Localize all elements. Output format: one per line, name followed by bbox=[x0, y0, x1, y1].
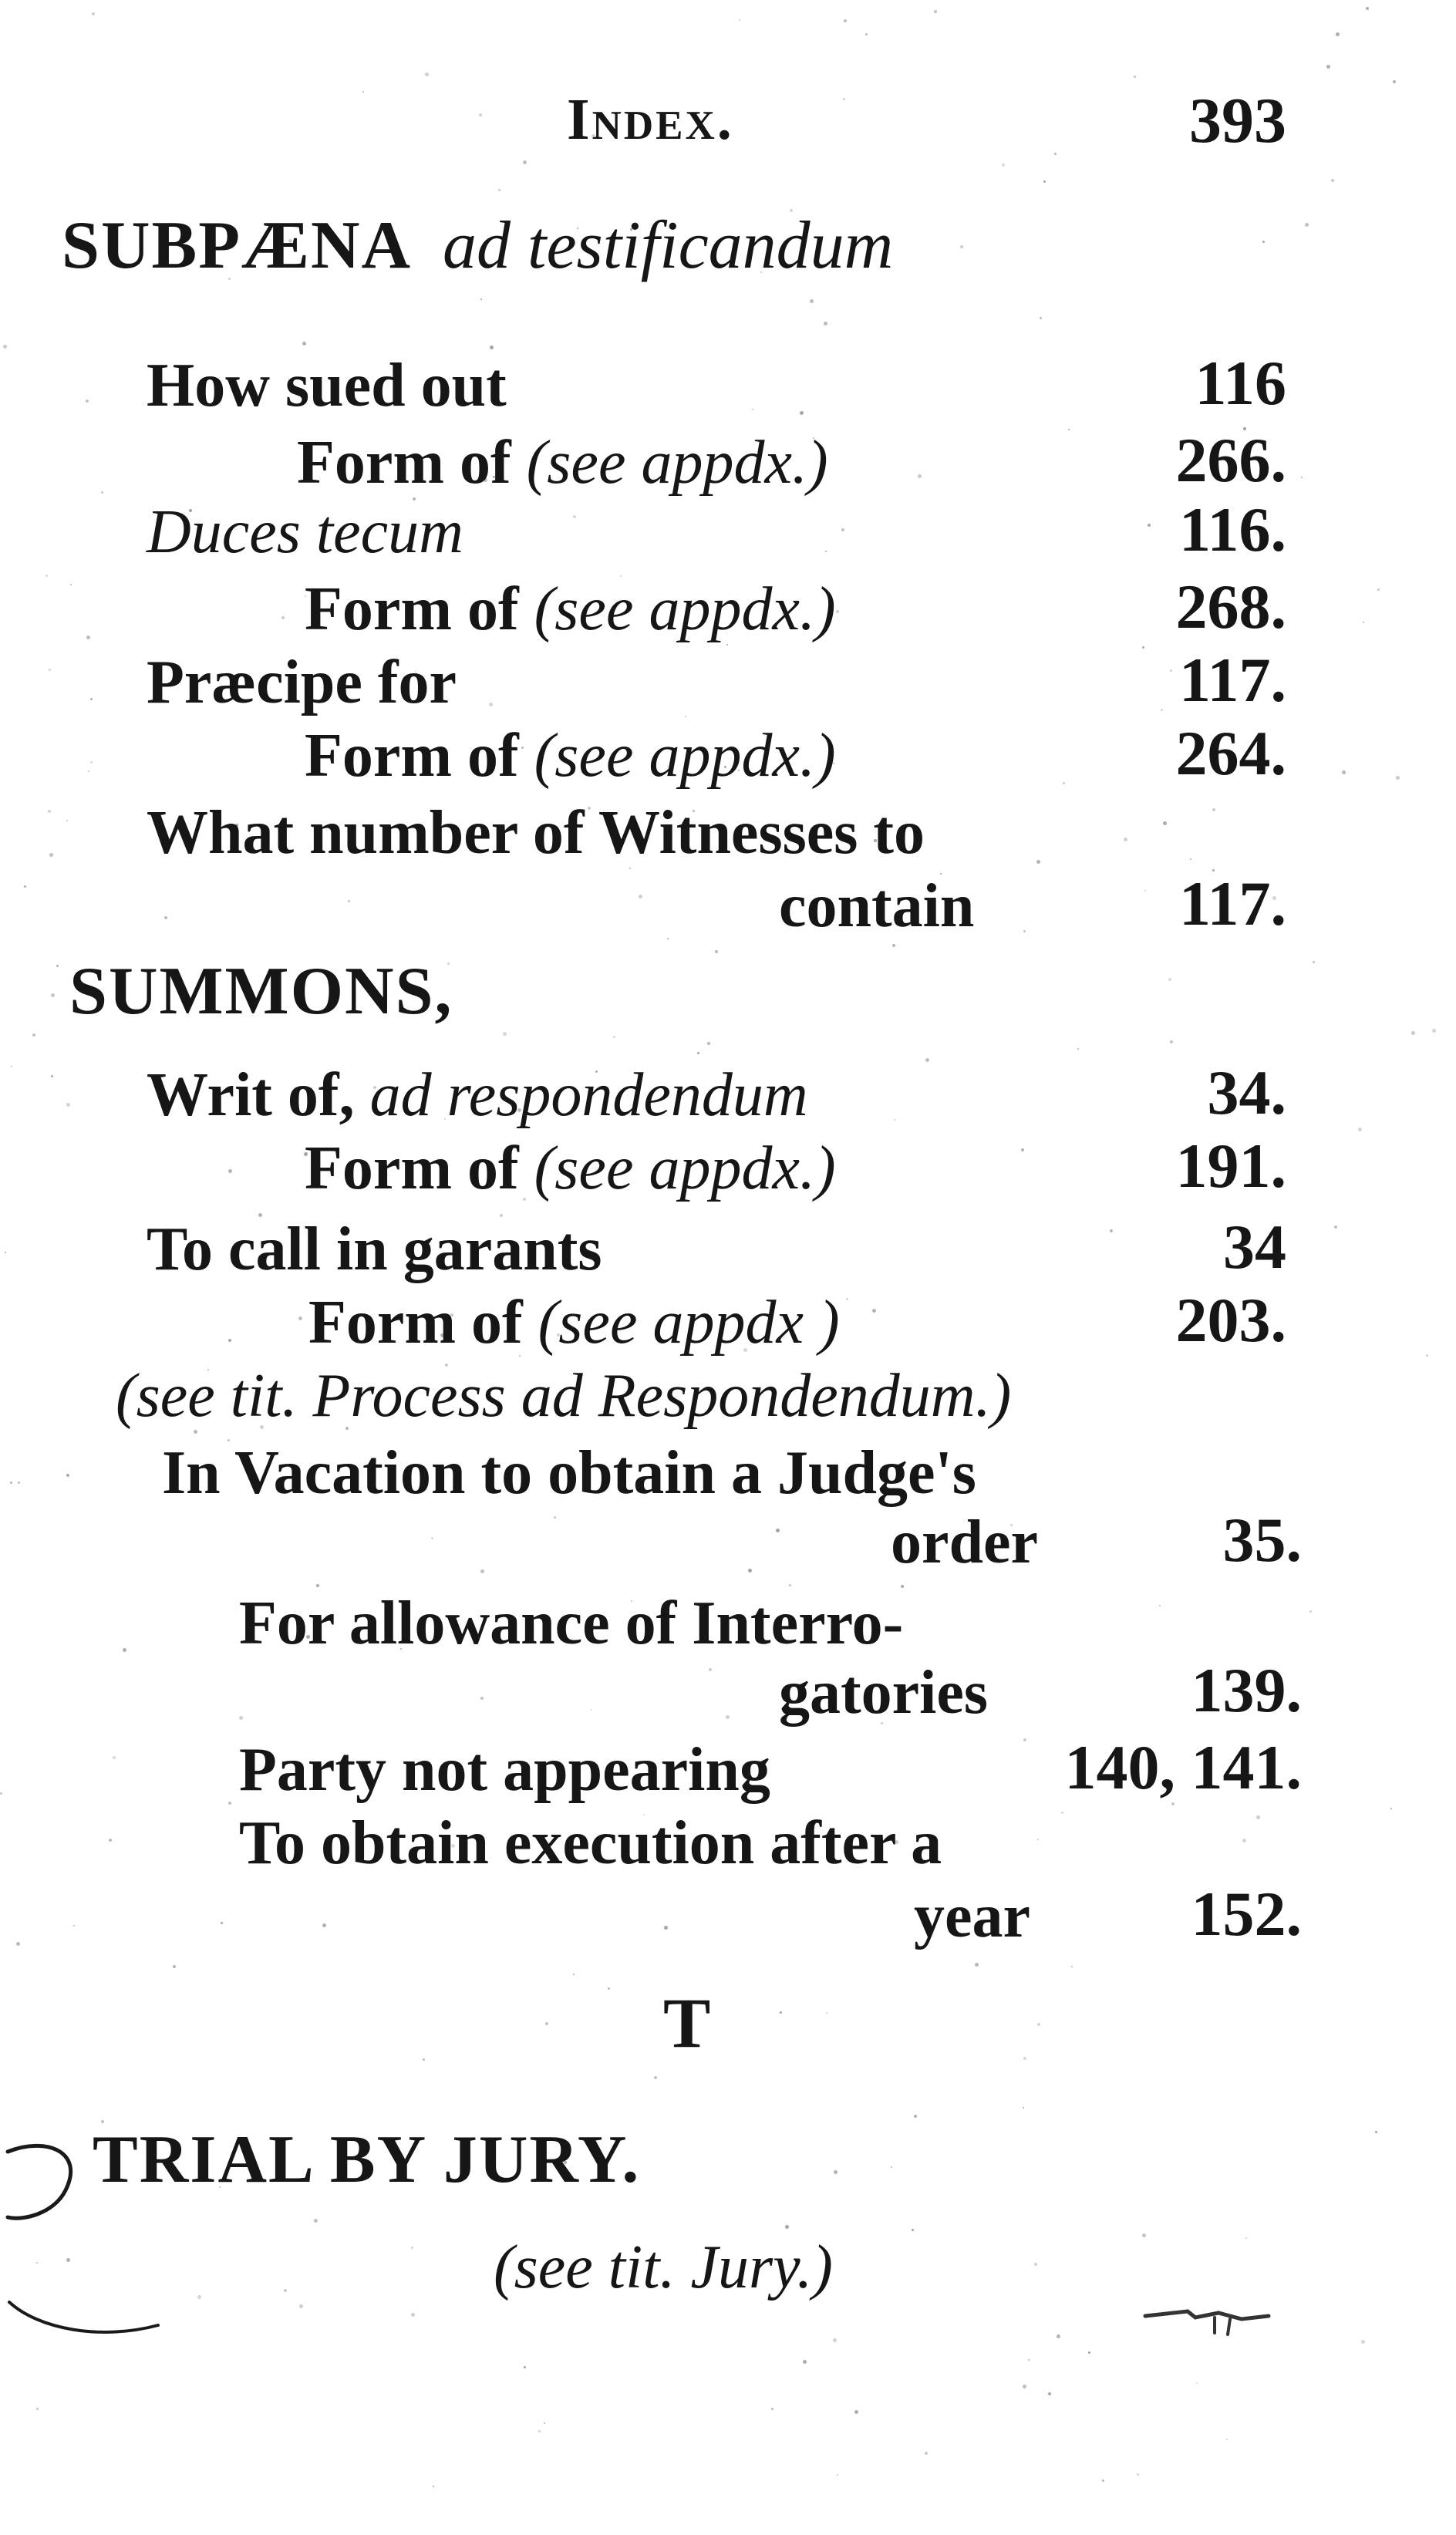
paper-speck bbox=[1190, 858, 1191, 860]
paper-speck bbox=[1301, 477, 1303, 478]
index-entry bbox=[305, 721, 836, 791]
paper-speck bbox=[425, 72, 429, 76]
paper-speck bbox=[1043, 180, 1046, 183]
paper-speck bbox=[846, 1298, 848, 1300]
paper-speck bbox=[654, 2076, 657, 2079]
paper-speck bbox=[73, 1925, 75, 1927]
paper-speck bbox=[1342, 770, 1346, 774]
paper-speck bbox=[1226, 2439, 1228, 2440]
index-entry bbox=[914, 1882, 1030, 1952]
paper-speck bbox=[86, 399, 89, 403]
index-entry bbox=[239, 1589, 903, 1659]
index-entry bbox=[308, 1288, 840, 1358]
paper-speck bbox=[1212, 808, 1215, 811]
index-entry bbox=[891, 1508, 1038, 1578]
paper-speck bbox=[523, 160, 527, 164]
paper-speck bbox=[1002, 163, 1005, 167]
index-entry bbox=[147, 351, 507, 421]
paper-speck bbox=[697, 1052, 699, 1054]
paper-speck bbox=[639, 895, 642, 898]
paper-speck bbox=[1375, 2131, 1377, 2133]
entry-reference: (see appdx.) bbox=[526, 429, 828, 497]
paper-speck bbox=[1326, 65, 1330, 69]
paper-speck bbox=[1242, 1839, 1246, 1842]
paper-speck bbox=[51, 1075, 53, 1077]
entry-page: 116. bbox=[1179, 494, 1286, 565]
paper-speck bbox=[1170, 669, 1172, 672]
paper-speck bbox=[411, 2247, 413, 2249]
paper-speck bbox=[1411, 1031, 1415, 1035]
paper-speck bbox=[934, 10, 937, 13]
entry-label: What number of Witnesses to bbox=[147, 799, 925, 867]
paper-speck bbox=[90, 698, 93, 700]
paper-speck bbox=[918, 474, 922, 478]
paper-speck bbox=[18, 1482, 20, 1484]
index-entry bbox=[239, 1809, 942, 1879]
paper-speck bbox=[573, 1974, 575, 1975]
paper-speck bbox=[5, 1252, 6, 1253]
paper-speck bbox=[865, 33, 868, 35]
paper-speck bbox=[1159, 1605, 1161, 1606]
index-entry bbox=[305, 575, 836, 645]
entry-page: 117. bbox=[1179, 868, 1286, 939]
paper-speck bbox=[503, 1032, 507, 1036]
paper-speck bbox=[894, 1119, 895, 1121]
entry-label: gatories bbox=[779, 1659, 989, 1727]
entry-reference: (see appdx.) bbox=[534, 575, 836, 643]
cross-reference: (see tit. Process ad Respondendum.) bbox=[116, 1362, 1012, 1430]
paper-speck bbox=[1396, 776, 1400, 780]
paper-speck bbox=[411, 2313, 415, 2317]
paper-speck bbox=[1048, 2392, 1051, 2395]
paper-speck bbox=[0, 1792, 2, 1795]
entry-label: Party not appearing bbox=[239, 1736, 770, 1804]
paper-speck bbox=[1196, 2382, 1198, 2384]
paper-speck bbox=[1148, 524, 1151, 527]
paper-speck bbox=[1088, 2351, 1090, 2354]
entry-page: 34 bbox=[1223, 1212, 1286, 1282]
paper-speck bbox=[1054, 153, 1057, 155]
entry-page: 116 bbox=[1195, 348, 1286, 418]
entry-label: For allowance of Interro- bbox=[239, 1589, 904, 1657]
paper-speck bbox=[1077, 1048, 1079, 1050]
paper-speck bbox=[1256, 1815, 1260, 1819]
paper-speck bbox=[1023, 2385, 1026, 2388]
paper-speck bbox=[480, 298, 482, 300]
entry-page: 268. bbox=[1175, 571, 1286, 642]
paper-speck bbox=[1366, 7, 1369, 10]
paper-speck bbox=[667, 938, 669, 939]
index-entry bbox=[147, 798, 925, 868]
entry-label: order bbox=[891, 1509, 1039, 1576]
paper-speck bbox=[164, 916, 167, 919]
paper-speck bbox=[1432, 1029, 1436, 1033]
paper-speck bbox=[837, 2474, 838, 2476]
paper-speck bbox=[109, 1839, 112, 1842]
paper-speck bbox=[1144, 890, 1146, 892]
paper-speck bbox=[433, 2486, 434, 2487]
paper-speck bbox=[715, 950, 718, 953]
index-entry bbox=[305, 1134, 836, 1204]
entry-label: To obtain execution after a bbox=[239, 1809, 942, 1877]
entry-reference: ad respondendum bbox=[369, 1061, 808, 1129]
index-entry bbox=[147, 648, 457, 718]
entry-reference: (see appdx.) bbox=[534, 1134, 836, 1202]
entry-label: Form of bbox=[305, 575, 519, 643]
paper-speck bbox=[480, 1569, 484, 1573]
paper-speck bbox=[228, 1339, 231, 1342]
cross-reference: (see tit. Jury.) bbox=[494, 2233, 833, 2301]
paper-speck bbox=[498, 189, 501, 191]
paper-speck bbox=[48, 810, 51, 813]
paper-speck bbox=[362, 91, 364, 93]
entry-page: 140, 141. bbox=[1064, 1732, 1302, 1802]
paper-speck bbox=[51, 993, 55, 997]
entry-page: 117. bbox=[1179, 645, 1286, 715]
paper-speck bbox=[776, 1529, 780, 1532]
paper-speck bbox=[709, 1668, 712, 1671]
paper-speck bbox=[11, 1066, 12, 1067]
paper-speck bbox=[3, 345, 7, 349]
index-entry bbox=[239, 1735, 770, 1805]
paper-speck bbox=[613, 1036, 615, 1038]
paper-speck bbox=[490, 346, 494, 349]
paper-speck bbox=[70, 584, 72, 585]
paper-speck bbox=[1040, 317, 1042, 319]
paper-speck bbox=[538, 2430, 541, 2432]
paper-speck bbox=[316, 1584, 319, 1587]
paper-speck bbox=[1063, 782, 1065, 784]
paper-speck bbox=[785, 2225, 789, 2229]
paper-speck bbox=[66, 1474, 69, 1477]
paper-speck bbox=[92, 12, 95, 15]
paper-speck bbox=[101, 491, 103, 494]
paper-speck bbox=[1393, 80, 1396, 83]
paper-speck bbox=[10, 1482, 12, 1484]
paper-speck bbox=[1036, 860, 1040, 864]
paper-speck bbox=[748, 1569, 752, 1573]
paper-speck bbox=[1061, 1812, 1063, 1814]
paper-speck bbox=[824, 322, 827, 325]
paper-speck bbox=[1331, 179, 1334, 182]
section-heading-text: SUBPÆNA bbox=[62, 208, 413, 283]
index-entry bbox=[147, 1060, 808, 1131]
paper-speck bbox=[298, 1316, 302, 1320]
entry-label: Form of bbox=[305, 1134, 519, 1202]
paper-speck bbox=[228, 1802, 231, 1805]
paper-speck bbox=[1028, 2359, 1030, 2361]
paper-speck bbox=[24, 885, 26, 888]
paper-speck bbox=[1245, 2237, 1247, 2239]
section-heading-text: SUMMONS, bbox=[69, 954, 453, 1029]
paper-speck bbox=[1034, 2263, 1037, 2266]
pencil-mark-icon bbox=[0, 2129, 201, 2406]
paper-speck bbox=[901, 1585, 904, 1588]
entry-reference: (see appdx ) bbox=[538, 1289, 840, 1357]
entry-label: Form of bbox=[297, 429, 511, 497]
entry-page: 203. bbox=[1175, 1285, 1286, 1355]
paper-speck bbox=[752, 409, 753, 410]
entry-label: Form of bbox=[305, 722, 519, 790]
paper-speck bbox=[32, 1033, 35, 1037]
paper-speck bbox=[1110, 1229, 1113, 1232]
paper-speck bbox=[1068, 429, 1070, 430]
paper-speck bbox=[914, 2115, 917, 2118]
paper-speck bbox=[872, 1309, 876, 1313]
paper-speck bbox=[789, 1584, 791, 1586]
paper-speck bbox=[912, 2229, 914, 2231]
paper-speck bbox=[591, 1709, 592, 1711]
paper-speck bbox=[66, 1103, 70, 1107]
paper-speck bbox=[1377, 588, 1380, 591]
paper-speck bbox=[664, 1926, 668, 1930]
paper-speck bbox=[49, 669, 51, 671]
paper-speck bbox=[524, 2366, 526, 2368]
paper-speck bbox=[1057, 2334, 1060, 2338]
paper-speck bbox=[780, 2011, 782, 2014]
entry-reference: (see appdx.) bbox=[534, 722, 836, 790]
index-entry bbox=[779, 1658, 988, 1728]
paper-speck bbox=[284, 2289, 287, 2292]
index-entry bbox=[297, 428, 828, 498]
paper-speck bbox=[1170, 1040, 1173, 1043]
paper-speck bbox=[239, 1716, 243, 1720]
paper-speck bbox=[1336, 32, 1340, 36]
paper-speck bbox=[975, 1963, 979, 1967]
paper-speck bbox=[1037, 1839, 1039, 1840]
paper-speck bbox=[925, 1058, 929, 1062]
paper-speck bbox=[1313, 961, 1315, 963]
paper-speck bbox=[803, 2360, 807, 2364]
entry-reference: Duces tecum bbox=[147, 498, 463, 566]
paper-speck bbox=[1124, 838, 1127, 841]
paper-speck bbox=[56, 965, 59, 967]
paper-speck bbox=[36, 2408, 39, 2410]
paper-speck bbox=[281, 616, 285, 619]
entry-label: Præcipe for bbox=[147, 649, 457, 716]
paper-speck bbox=[221, 1922, 223, 1924]
paper-speck bbox=[1021, 1148, 1024, 1151]
entry-page: 191. bbox=[1175, 1131, 1286, 1201]
paper-speck bbox=[314, 2219, 318, 2223]
paper-speck bbox=[771, 2408, 774, 2410]
section-heading-text: TRIAL BY JURY. bbox=[93, 2122, 641, 2197]
paper-speck bbox=[554, 1516, 556, 1519]
paper-speck bbox=[854, 2410, 858, 2414]
paper-speck bbox=[739, 19, 740, 21]
entry-label: Writ of, bbox=[147, 1061, 355, 1129]
section-heading-summons bbox=[69, 952, 453, 1030]
paper-speck bbox=[480, 1697, 484, 1700]
entry-label: year bbox=[914, 1883, 1031, 1950]
paper-speck bbox=[1161, 709, 1163, 711]
paper-speck bbox=[49, 853, 53, 857]
paper-speck bbox=[800, 411, 804, 415]
paper-speck bbox=[1334, 1225, 1337, 1229]
paper-speck bbox=[88, 770, 89, 772]
paper-speck bbox=[843, 98, 845, 100]
entry-page: 35. bbox=[1222, 1505, 1302, 1575]
page-title: Index. bbox=[567, 87, 734, 152]
entry-page: 266. bbox=[1175, 425, 1286, 495]
entry-page: 34. bbox=[1207, 1057, 1286, 1128]
paper-speck bbox=[834, 2170, 838, 2174]
paper-speck bbox=[707, 1042, 710, 1045]
paper-speck bbox=[1363, 622, 1364, 623]
paper-speck bbox=[1137, 2473, 1139, 2476]
paper-speck bbox=[841, 528, 844, 531]
alphabet-divider: T bbox=[663, 1984, 711, 2062]
entry-page: 152. bbox=[1191, 1879, 1302, 1949]
paper-speck bbox=[348, 900, 350, 902]
entry-label: To call in garants bbox=[147, 1215, 602, 1283]
paper-speck bbox=[573, 515, 576, 518]
ink-smudge-icon bbox=[1141, 2302, 1280, 2341]
paper-speck bbox=[836, 610, 839, 613]
paper-speck bbox=[423, 2058, 425, 2061]
paper-speck bbox=[960, 245, 963, 248]
paper-speck bbox=[685, 716, 686, 717]
paper-speck bbox=[1305, 223, 1309, 227]
paper-speck bbox=[113, 1756, 116, 1759]
paper-speck bbox=[891, 2166, 892, 2168]
paper-speck bbox=[66, 820, 68, 821]
paper-speck bbox=[299, 2304, 303, 2308]
paper-speck bbox=[844, 19, 847, 22]
paper-speck bbox=[1023, 2057, 1026, 2060]
index-entry bbox=[162, 1438, 976, 1509]
paper-speck bbox=[123, 1648, 126, 1652]
paper-speck bbox=[90, 761, 93, 764]
section-subheading: ad testificandum bbox=[443, 208, 894, 283]
paper-speck bbox=[1168, 978, 1171, 981]
paper-speck bbox=[1426, 1354, 1428, 1357]
paper-speck bbox=[1390, 1808, 1392, 1809]
paper-speck bbox=[1361, 2340, 1365, 2344]
index-entry bbox=[779, 871, 974, 942]
paper-speck bbox=[892, 944, 895, 947]
paper-speck bbox=[825, 551, 827, 552]
index-entry bbox=[147, 497, 463, 568]
paper-speck bbox=[1142, 2233, 1146, 2237]
entry-label: In Vacation to obtain a Judge's bbox=[162, 1439, 976, 1507]
paper-speck bbox=[302, 342, 306, 346]
paper-speck bbox=[726, 1715, 730, 1719]
paper-speck bbox=[1102, 2479, 1104, 2482]
paper-speck bbox=[46, 575, 48, 577]
paper-speck bbox=[925, 2452, 928, 2455]
paper-speck bbox=[431, 1537, 433, 1539]
paper-speck bbox=[489, 703, 493, 706]
paper-speck bbox=[1134, 76, 1136, 78]
paper-speck bbox=[1023, 1738, 1026, 1741]
paper-speck bbox=[545, 2022, 548, 2025]
paper-speck bbox=[479, 113, 482, 116]
paper-speck bbox=[1163, 821, 1167, 825]
paper-speck bbox=[1309, 1610, 1312, 1613]
paper-speck bbox=[228, 1169, 232, 1173]
paper-speck bbox=[1023, 2107, 1024, 2109]
paper-speck bbox=[322, 1923, 326, 1927]
entry-label: How sued out bbox=[147, 352, 507, 420]
paper-speck bbox=[1142, 646, 1144, 649]
paper-speck bbox=[608, 1987, 610, 1990]
entry-page: 264. bbox=[1175, 718, 1286, 788]
paper-speck bbox=[1023, 930, 1026, 932]
entry-page: 139. bbox=[1191, 1655, 1302, 1725]
index-entry bbox=[147, 1215, 602, 1285]
paper-speck bbox=[544, 2422, 545, 2424]
paper-speck bbox=[1358, 1128, 1362, 1131]
paper-speck bbox=[1071, 1966, 1073, 1967]
page-number: 393 bbox=[1189, 85, 1286, 157]
paper-speck bbox=[810, 299, 814, 303]
paper-speck bbox=[833, 2338, 837, 2342]
paper-speck bbox=[1262, 241, 1265, 243]
paper-speck bbox=[173, 1965, 176, 1968]
paper-speck bbox=[16, 1942, 20, 1946]
entry-label: Form of bbox=[308, 1289, 523, 1357]
section-heading-subpaena bbox=[62, 207, 893, 285]
entry-label: contain bbox=[779, 872, 975, 940]
paper-speck bbox=[826, 2012, 827, 2014]
paper-speck bbox=[1037, 2023, 1040, 2026]
paper-speck bbox=[86, 635, 90, 639]
